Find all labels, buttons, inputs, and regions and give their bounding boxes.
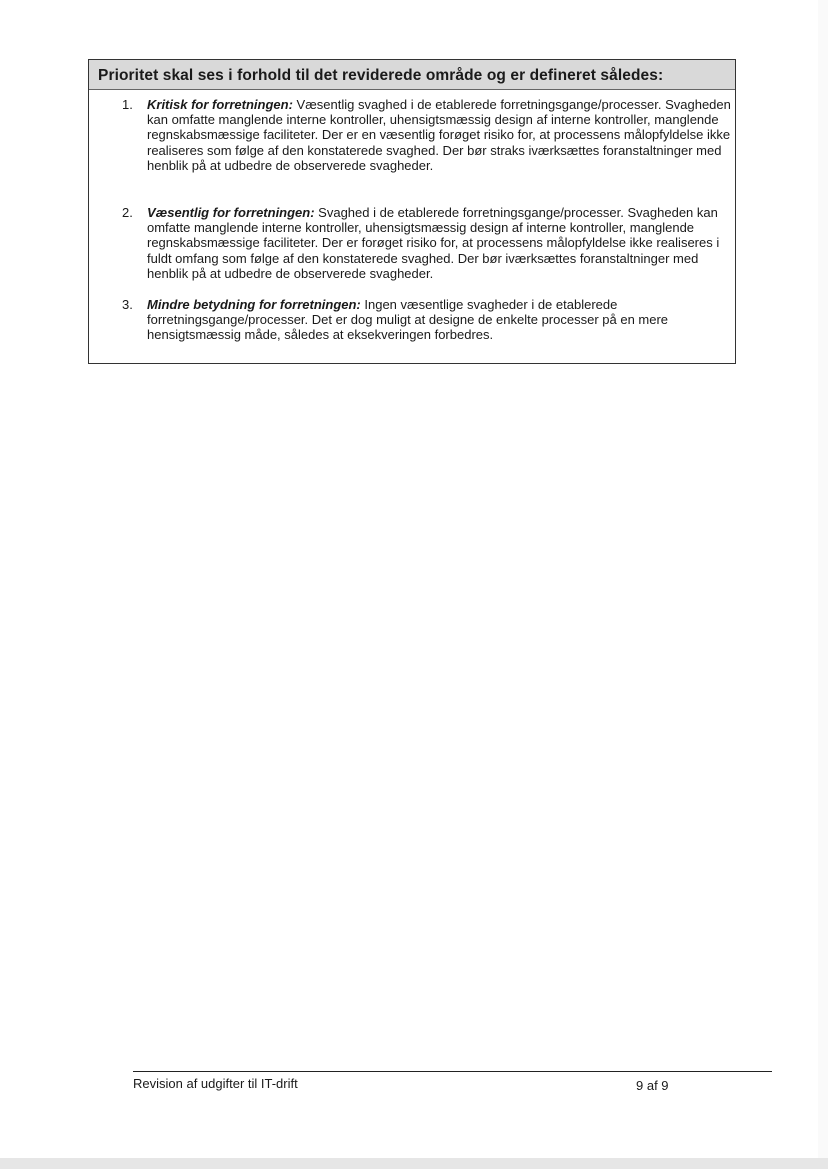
footer-page-number: 9 af 9 (636, 1078, 669, 1093)
item-number: 3. (122, 297, 133, 312)
item-title: Mindre betydning for forretningen: (147, 297, 361, 312)
footer-document-title: Revision af udgifter til IT-drift (133, 1076, 298, 1091)
item-title: Kritisk for forretningen: (147, 97, 293, 112)
item-title: Væsentlig for forretningen: (147, 205, 315, 220)
scan-bottom-margin (0, 1158, 828, 1169)
box-heading: Prioritet skal ses i forhold til det reviderede område og er defineret således: (89, 60, 735, 90)
item-description: Ingen væsentlige svagheder i de etablerede forretningsgange/processer. Det er dog muligt at designe de enkelte processer på en mere hensigtsmæssig måde, således at eksekveringen forbedres. (147, 297, 669, 343)
item-description: Væsentlig svaghed i de etablerede forretningsgange/processer. Svagheden kan omfatte manglende interne kontroller, uhensigtsmæssig design af interne kontroller, manglende regnskabsmæssige faciliteter. Der er en væsentlig forøget risiko for, at processens målopfyldelse ikke realiseres som følge af den konstaterede svaghed. Der bør straks iværksættes foranstaltninger med henblik på at udbedre de observerede svagheder. (147, 97, 731, 173)
item-text-block (147, 205, 731, 281)
item-description: Svaghed i de etablerede forretningsgange/processer. Svagheden kan omfatte manglende interne kontroller, uhensigtsmæssig design af interne kontroller, manglende regnskabsmæssige faciliteter. Der er forøget risiko for, at processens målopfyldelse ikke realiseres i fuldt omfang som følge af den konstaterede svaghed. Der bør iværksættes foranstaltninger med henblik på at udbedre de observerede svagheder. (147, 205, 720, 281)
item-number: 2. (122, 205, 133, 220)
footer-divider (133, 1071, 772, 1072)
item-text-block (147, 97, 731, 173)
item-number: 1. (122, 97, 133, 112)
priority-definition-box (88, 59, 736, 364)
item-text-block (147, 297, 731, 343)
scan-right-margin (818, 0, 828, 1158)
